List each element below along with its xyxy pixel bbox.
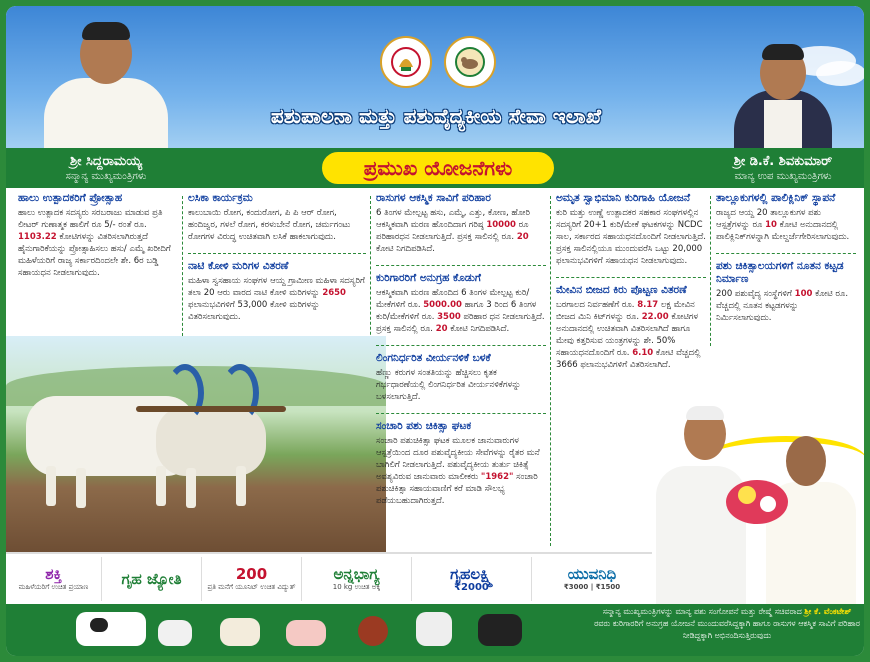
yuvanidhi-logo: ಯುವನಿಧಿ ₹3000 | ₹1500: [563, 565, 621, 591]
footer-caption: ಸನ್ಮಾನ್ಯ ಮುಖ್ಯಮಂತ್ರಿಗಳನ್ನು ಮಾನ್ಯ ಪಶು ಸಂಗೋಪನೆ ಮತ್ತು ರೇಷ್ಮೆ ಸಚಿವರಾದ ಶ್ರೀ ಕೆ. ವೆಂಕಟೇಶ್ ರವರು ಕುರಿಗಾರರಿಗೆ ಅನುಗ್ರಹ ಯೋಜನೆ ಮುಂದುವರೆಸಿದ್ದಕ್ಕಾಗಿ ಹಾಗೂ ರಾಸುಗಳ ಆಕಸ್ಮಿಕ ಸಾವಿಗೆ ಪರಿಹಾರ ನೀಡಿದ್ದಕ್ಕಾಗಿ ಅಭಿನಂದಿಸುತ್ತಿರುವುದು: [594, 607, 860, 640]
gruha-jyothi-logo: ಗೃಹ ಜ್ಯೋತಿ: [102, 557, 202, 601]
section-text: ಕಾಲುಬಾಯಿ ರೋಗ, ಕಂದುರೋಗ, ಪಿ ಪಿ ಆರ್ ರೋಗ, ಹಂದಿಜ್ವರ, ಗಳಲೆ ರೋಗ, ಕರಳುಬೇನೆ ರೋಗ, ಚರ್ಮಗಂಟು ರೋಗಗಳ ವಿರುದ್ಧ ಉಚಿತವಾಗಿ ಲಸಿಕೆ ಹಾಕಲಾಗುವುದು.: [188, 208, 351, 242]
section-text: ಬರಗಾಲದ ನಿರ್ವಹಣೆಗೆ ರೂ. 8.17 ಲಕ್ಷ ಮೇವಿನ ಬೀಜದ ಮಿನಿ ಕಿಟ್‌ಗಳನ್ನು ರೂ. 22.00 ಕೋಟಿಗಳ ಅನುದಾನದಲ್ಲಿ ಉಚಿತವಾಗಿ ವಿತರಿಸಲಾಗಿದೆ ಹಾಗೂ ಮೇವು ಕತ್ತರಿಸುವ ಯಂತ್ರಗಳನ್ನು ಶೇ. 50% ಸಹಾಯಧನದೊಂದಿಗೆ ರೂ. 6.10 ಕೋಟಿ ವೆಚ್ಚದಲ್ಲಿ 3666 ಫಲಾನುಭವಿಗಳಿಗೆ ವಿತರಿಸಲಾಗಿದೆ.: [556, 300, 701, 370]
right-leader-name: ಶ್ರೀ ಡಿ.ಕೆ. ಶಿವಕುಮಾರ್: [733, 154, 833, 169]
country-chicken-section: [188, 260, 366, 333]
calf-icon: [158, 620, 192, 646]
shakti-logo: ಶಕ್ತಿ ಮಹಿಳೆಯರಿಗೆ ಉಚಿತ ಪ್ರಯಾಣ: [6, 557, 102, 601]
livestock-compensation-section: [376, 192, 546, 266]
section-title: ಪಶು ಚಿಕಿತ್ಸಾಲಯಗಳಿಗೆ ನೂತನ ಕಟ್ಟಡ ನಿರ್ಮಾಣ: [716, 260, 844, 285]
section-text: ಆಕಸ್ಮಿಕವಾಗಿ ಮರಣ ಹೊಂದಿದ 6 ತಿಂಗಳ ಮೇಲ್ಪಟ್ಟ ಕುರಿ/ಮೇಕೆಗಳಿಗೆ ರೂ. 5000.00 ಹಾಗೂ 3 ರಿಂದ 6 ತಿಂಗಳ ಕುರಿ/ಮೇಕೆಗಳಿಗೆ ರೂ. 3500 ಪರಿಹಾರ ಧನ ನೀಡಲಾಗುತ್ತಿದೆ. ಪ್ರಸಕ್ತ ಸಾಲಿನಲ್ಲಿ ರೂ. 20 ಕೋಟಿ ನಿಗದಿಪಡಿಸಿದೆ.: [376, 288, 545, 334]
milk-incentive-section: [18, 192, 178, 289]
left-leader-name: ಶ್ರೀ ಸಿದ್ದರಾಮಯ್ಯ: [70, 154, 142, 169]
divider: [182, 196, 183, 336]
section-title: ಲಸಿಕಾ ಕಾರ್ಯಕ್ರಮ: [188, 192, 253, 204]
right-leader-role: ಮಾನ್ಯ ಉಪ ಮುಖ್ಯಮಂತ್ರಿಗಳು: [734, 171, 832, 182]
column-3: [376, 192, 546, 523]
column-1: [18, 192, 178, 295]
section-title: ನಾಟಿ ಕೋಳಿ ಮರಿಗಳ ವಿತರಣೆ: [188, 260, 289, 272]
left-leader-role: ಸನ್ಮಾನ್ಯ ಮುಖ್ಯಮಂತ್ರಿಗಳು: [65, 171, 147, 182]
goat-icon: [416, 612, 452, 646]
column-5: [716, 192, 856, 340]
divider: [710, 196, 711, 346]
amrutha-shepherd-section: [556, 192, 706, 278]
annabhagya-logo: ಅನ್ನಭಾಗ್ಯ 10 kg ಉಚಿತ ಅಕ್ಕಿ: [302, 557, 412, 601]
section-title: ಲಿಂಗನಿರ್ಧರಿತ ವೀರ್ಯನಳಿಕೆ ಬಳಕೆ: [376, 352, 491, 364]
sexed-semen-section: [376, 352, 546, 414]
pig-icon: [286, 620, 326, 646]
polyclinic-section: [716, 192, 856, 254]
section-title: ಕುರಿಗಾರರಿಗೆ ಅನುಗ್ರಹ ಕೊಡುಗೆ: [376, 272, 481, 284]
section-text: 200 ಪಶುವೈದ್ಯ ಸಂಸ್ಥೆಗಳಿಗೆ 100 ಕೋಟಿ ರೂ. ವೆಚ್ಚದಲ್ಲಿ ನೂತನ ಕಟ್ಟಡಗಳನ್ನು ನಿರ್ಮಿಸಲಾಗುವುದು.: [716, 289, 849, 323]
cow-icon: [76, 612, 146, 646]
section-text: ಸಂಚಾರಿ ಪಶುಚಿಕಿತ್ಸಾ ಘಟಕ ಮೂಲಕ ಜಾನುವಾರುಗಳ ಆಸ್ಪತ್ರೆಯಿಂದ ದೂರ ಪಶುವೈದ್ಯಕೀಯ ಸೇವೆಗಳನ್ನು ರೈತರ ಮನೆ ಬಾಗಿಲಿಗೆ ನೀಡಲಾಗುತ್ತಿದೆ. ಪಶುವೈದ್ಯಕೀಯ ತುರ್ತು ಚಿಕಿತ್ಸೆ ಅವಶ್ಯವಿರುವ ಜಾನುವಾರು ಮಾಲೀಕರು "1962" ಸಂಚಾರಿ ಪಶುಚಿಕಿತ್ಸಾ ಸಹಾಯವಾಣಿಗೆ ಕರೆ ಮಾಡಿ ಸೌಲಭ್ಯ ಪಡೆಯಬಹುದಾಗಿರುತ್ತದೆ.: [376, 436, 540, 506]
buffalo-icon: [478, 614, 522, 646]
free-power-200-logo: 200 ಪ್ರತಿ ಮನೆಗೆ ಯೂನಿಟ್ ಉಚಿತ ವಿದ್ಯುತ್: [202, 557, 302, 601]
section-title: ಮೇವಿನ ಬೀಜದ ಕಿರು ಪೊಟ್ಟಣ ವಿತರಣೆ: [556, 284, 687, 296]
section-title: ಹಾಲು ಉತ್ಪಾದಕರಿಗೆ ಪ್ರೋತ್ಸಾಹ: [18, 192, 123, 204]
section-title: ತಾಲ್ಲೂಕುಗಳಲ್ಲಿ ಪಾಲಿಕ್ಲಿನಿಕ್ ಸ್ಥಾಪನೆ: [716, 192, 836, 204]
poster: [6, 6, 864, 656]
flower-bouquet: [726, 480, 788, 524]
section-text: ಹೆಣ್ಣು ಕರುಗಳ ಸಂತತಿಯನ್ನು ಹೆಚ್ಚಿಸಲು ಕೃತಕ ಗರ್ಭಧಾರಣೆಯಲ್ಲಿ ಲಿಂಗನಿರ್ಧರಿತ ವೀರ್ಯನಳಿಕೆಗಳನ್ನು ಬಳಸಲಾಗುತ್ತಿದೆ.: [376, 368, 521, 402]
emblem-icon: [389, 45, 423, 79]
minister-name: ಶ್ರೀ ಕೆ. ವೆಂಕಟೇಶ್: [804, 607, 852, 616]
felicitation-photo: [646, 406, 864, 604]
karnataka-emblem-logo: [380, 36, 432, 88]
section-text: ಕುರಿ ಮತ್ತು ಉಣ್ಣೆ ಉತ್ಪಾದಕರ ಸಹಕಾರ ಸಂಘಗಳಲ್ಲಿನ ಸದಸ್ಯರಿಗೆ 20+1 ಕುರಿ/ಮೇಕೆ ಘಟಕಗಳನ್ನು NCDC ಸಾಲ, ಸರ್ಕಾರದ ಸಹಾಯಧನದೊಂದಿಗೆ ನೀಡಲಾಗುತ್ತಿದೆ. ಪ್ರಸಕ್ತ ಸಾಲಿನಲ್ಲಿಯೂ ಮುಂದುವರೆಸಿ ಒಟ್ಟು 20,000 ಫಲಾನುಭವಿಗಳಿಗೆ ಸಹಾಯಧನ ನೀಡಲಾಗುವುದು.: [556, 208, 706, 266]
section-text: ಹಾಲು ಉತ್ಪಾದಕ ಸದಸ್ಯರು ಸರಬರಾಜು ಮಾಡುವ ಪ್ರತಿ ಲೀಟರ್ ಗುಣಾತ್ಮಕ ಹಾಲಿಗೆ ರೂ 5/- ರಂತೆ ರೂ. 1103.22 ಕೋಟಿಗಳನ್ನು ವಿತರಿಸಲಾಗಿರುತ್ತದೆ ಹೈನುಗಾರಿಕೆಯನ್ನು ಪ್ರೋತ್ಸಾಹಿಸಲು ಹಸು/ ಎಮ್ಮೆ ಖರೀದಿಗೆ ಮಹಿಳೆಯರಿಗೆ ರಾಜ್ಯ ಸರ್ಕಾರದಿಂದಲೇ ಶೇ. 6ರ ಬಡ್ಡಿ ಸಹಾಯಧನ ನೀಡಲಾಗುವುದು.: [18, 208, 171, 278]
vaccination-section: [188, 192, 366, 254]
sheep-icon: [220, 618, 260, 646]
column-4: [556, 192, 706, 387]
fodder-seed-section: [556, 284, 706, 381]
gruhalakshmi-logo: ಗೃಹಲಕ್ಷ್ಮಿ ₹2000: [412, 557, 532, 601]
section-text: 6 ತಿಂಗಳ ಮೇಲ್ಪಟ್ಟ ಹಸು, ಎಮ್ಮೆ, ಎತ್ತು, ಕೋಣ, ಹೋರಿ ಆಕಸ್ಮಿಕವಾಗಿ ಮರಣ ಹೊಂದಿದಾಗ ಗರಿಷ್ಠ 10000 ರೂ ಪರಿಹಾರಧನ ನೀಡಲಾಗುತ್ತಿದೆ. ಪ್ರಸಕ್ತ ಸಾಲಿನಲ್ಲಿ ರೂ. 20 ಕೋಟಿ ನಿಗದಿಪಡಿಸಿದೆ.: [376, 208, 530, 254]
cow-emblem-icon: [453, 45, 487, 79]
schemes-title: ಪ್ರಮುಖ ಯೋಜನೆಗಳು: [320, 150, 556, 186]
rooster-icon: [358, 616, 388, 646]
shepherd-grant-section: [376, 272, 546, 346]
section-title: ಅಮೃತ ಸ್ವಾಭಿಮಾನಿ ಕುರಿಗಾಹಿ ಯೋಜನೆ: [556, 192, 691, 204]
left-leader-portrait: [36, 16, 176, 148]
section-title: ರಾಸುಗಳ ಆಕಸ್ಮಿಕ ಸಾವಿಗೆ ಪರಿಹಾರ: [376, 192, 491, 204]
section-text: ಮಹಿಳಾ ಸ್ವಸಹಾಯ ಸಂಘಗಳ ಆಯ್ದ ಗ್ರಾಮೀಣ ಮಹಿಳಾ ಸದಸ್ಯರಿಗೆ ತಲಾ 20 ಆರು ವಾರದ ನಾಟಿ ಕೋಳಿ ಮರಿಗಳನ್ನು 2650 ಫಲಾನುಭವಿಗಳಿಗೆ 53,000 ಕೋಳಿ ಮರಿಗಳನ್ನು ವಿತರಿಸಲಾಗುವುದು.: [188, 276, 365, 322]
guarantees-banner: [6, 552, 652, 604]
vet-building-section: [716, 260, 856, 334]
right-leader-portrait: [728, 40, 838, 148]
department-title: ಪಶುಪಾಲನಾ ಮತ್ತು ಪಶುವೈದ್ಯಕೀಯ ಸೇವಾ ಇಲಾಖೆ: [270, 104, 602, 128]
oxen-field-image: [6, 336, 386, 552]
section-text: ರಾಜ್ಯದ ಆಯ್ದ 20 ತಾಲ್ಲೂಕುಗಳ ಪಶು ಆಸ್ಪತ್ರೆಗಳನ್ನು ರೂ 10 ಕೋಟಿ ಅನುದಾನದಲ್ಲಿ ಪಾಲಿಕ್ಲಿನಿಕ್‌ಗಳನ್ನಾಗಿ ಮೇಲ್ದರ್ಜೆಗೇರಿಸಲಾಗುವುದು.: [716, 208, 850, 242]
section-title: ಸಂಚಾರಿ ಪಶು ಚಿಕಿತ್ಸಾ ಘಟಕ: [376, 420, 472, 432]
column-2: [188, 192, 366, 339]
divider: [550, 196, 551, 546]
mobile-vet-unit-section: [376, 420, 546, 517]
department-logo: [444, 36, 496, 88]
